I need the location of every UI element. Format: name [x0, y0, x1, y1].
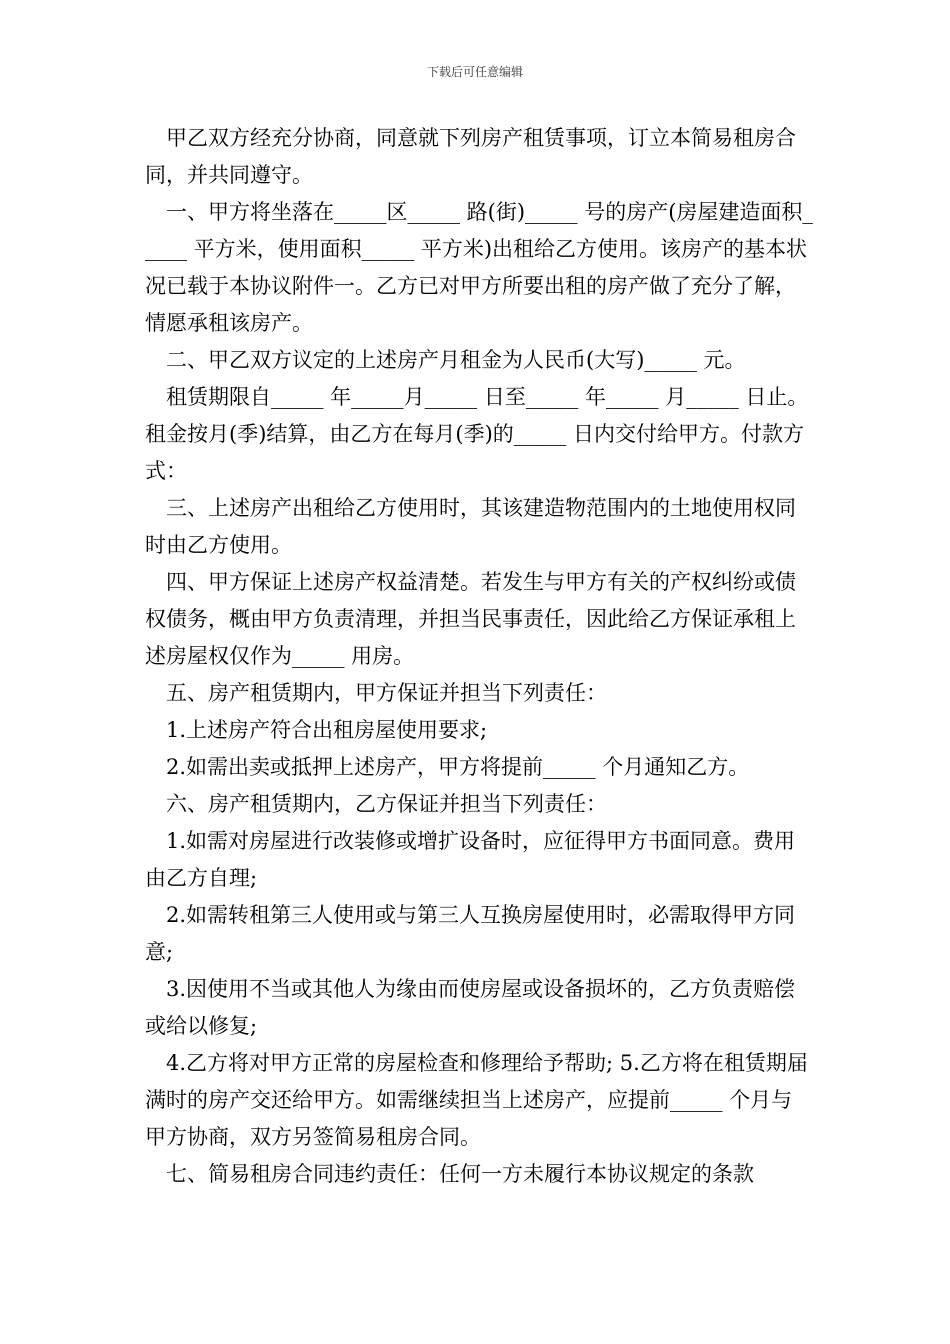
paragraph-lease-term: 租赁期限自_____ 年_____月_____ 日至_____ 年_____ 月_____ 日止。租金按月(季)结算，由乙方在每月(季)的_____ 日内交付给甲方。付款方式： [145, 385, 809, 483]
paragraph-clause-1: 一、甲方将坐落在_____区_____ 路(街)_____ 号的房产(房屋建造面积_____ 平方米，使用面积_____ 平方米)出租给乙方使用。该房产的基本状况已载于本协议附件一。乙方已对甲方所要出租的房产做了充分了解，情愿承租该房产。 [145, 200, 813, 335]
paragraph-clause-6: 六、房产租赁期内，乙方保证并担当下列责任： [145, 792, 607, 816]
paragraph-clause-5-item-1: 1.上述房产符合出租房屋使用要求; [145, 718, 488, 742]
paragraph-clause-5-item-2: 2.如需出卖或抵押上述房产，甲方将提前_____ 个月通知乙方。 [145, 755, 750, 779]
paragraph-clause-6-item-1: 1.如需对房屋进行改装修或增扩设备时，应征得甲方书面同意。费用由乙方自理; [145, 829, 796, 890]
paragraph-clause-6-item-2: 2.如需转租第三人使用或与第三人互换房屋使用时，必需取得甲方同意; [145, 903, 796, 964]
page-header-note: 下载后可任意编辑 [426, 65, 523, 79]
paragraph-clause-5: 五、房产租赁期内，甲方保证并担当下列责任： [145, 681, 607, 705]
paragraph-clause-3: 三、上述房产出租给乙方使用时，其该建造物范围内的土地使用权同时由乙方使用。 [145, 496, 796, 557]
paragraph-intro: 甲乙双方经充分协商，同意就下列房产租赁事项，订立本简易租房合同，并共同遵守。 [145, 126, 796, 187]
paragraph-clause-4: 四、甲方保证上述房产权益清楚。若发生与甲方有关的产权纠纷或债权债务，概由甲方负责清理，并担当民事责任，因此给乙方保证承租上述房屋权仅作为_____ 用房。 [145, 570, 796, 668]
paragraph-clause-2: 二、甲乙双方议定的上述房产月租金为人民币(大写)_____ 元。 [145, 348, 746, 372]
paragraph-clause-6-item-3: 3.因使用不当或其他人为缘由而使房屋或设备损坏的，乙方负责赔偿或给以修复; [145, 977, 796, 1038]
contract-body [145, 120, 813, 1193]
paragraph-clause-7: 七、简易租房合同违约责任：任何一方未履行本协议规定的条款 [145, 1162, 754, 1186]
paragraph-clause-6-item-4-5: 4.乙方将对甲方正常的房屋检查和修理给予帮助; 5.乙方将在租赁期届满时的房产交还给甲方。如需继续担当上述房产，应提前_____ 个月与甲方协商，双方另签简易租房合同。 [145, 1051, 808, 1149]
